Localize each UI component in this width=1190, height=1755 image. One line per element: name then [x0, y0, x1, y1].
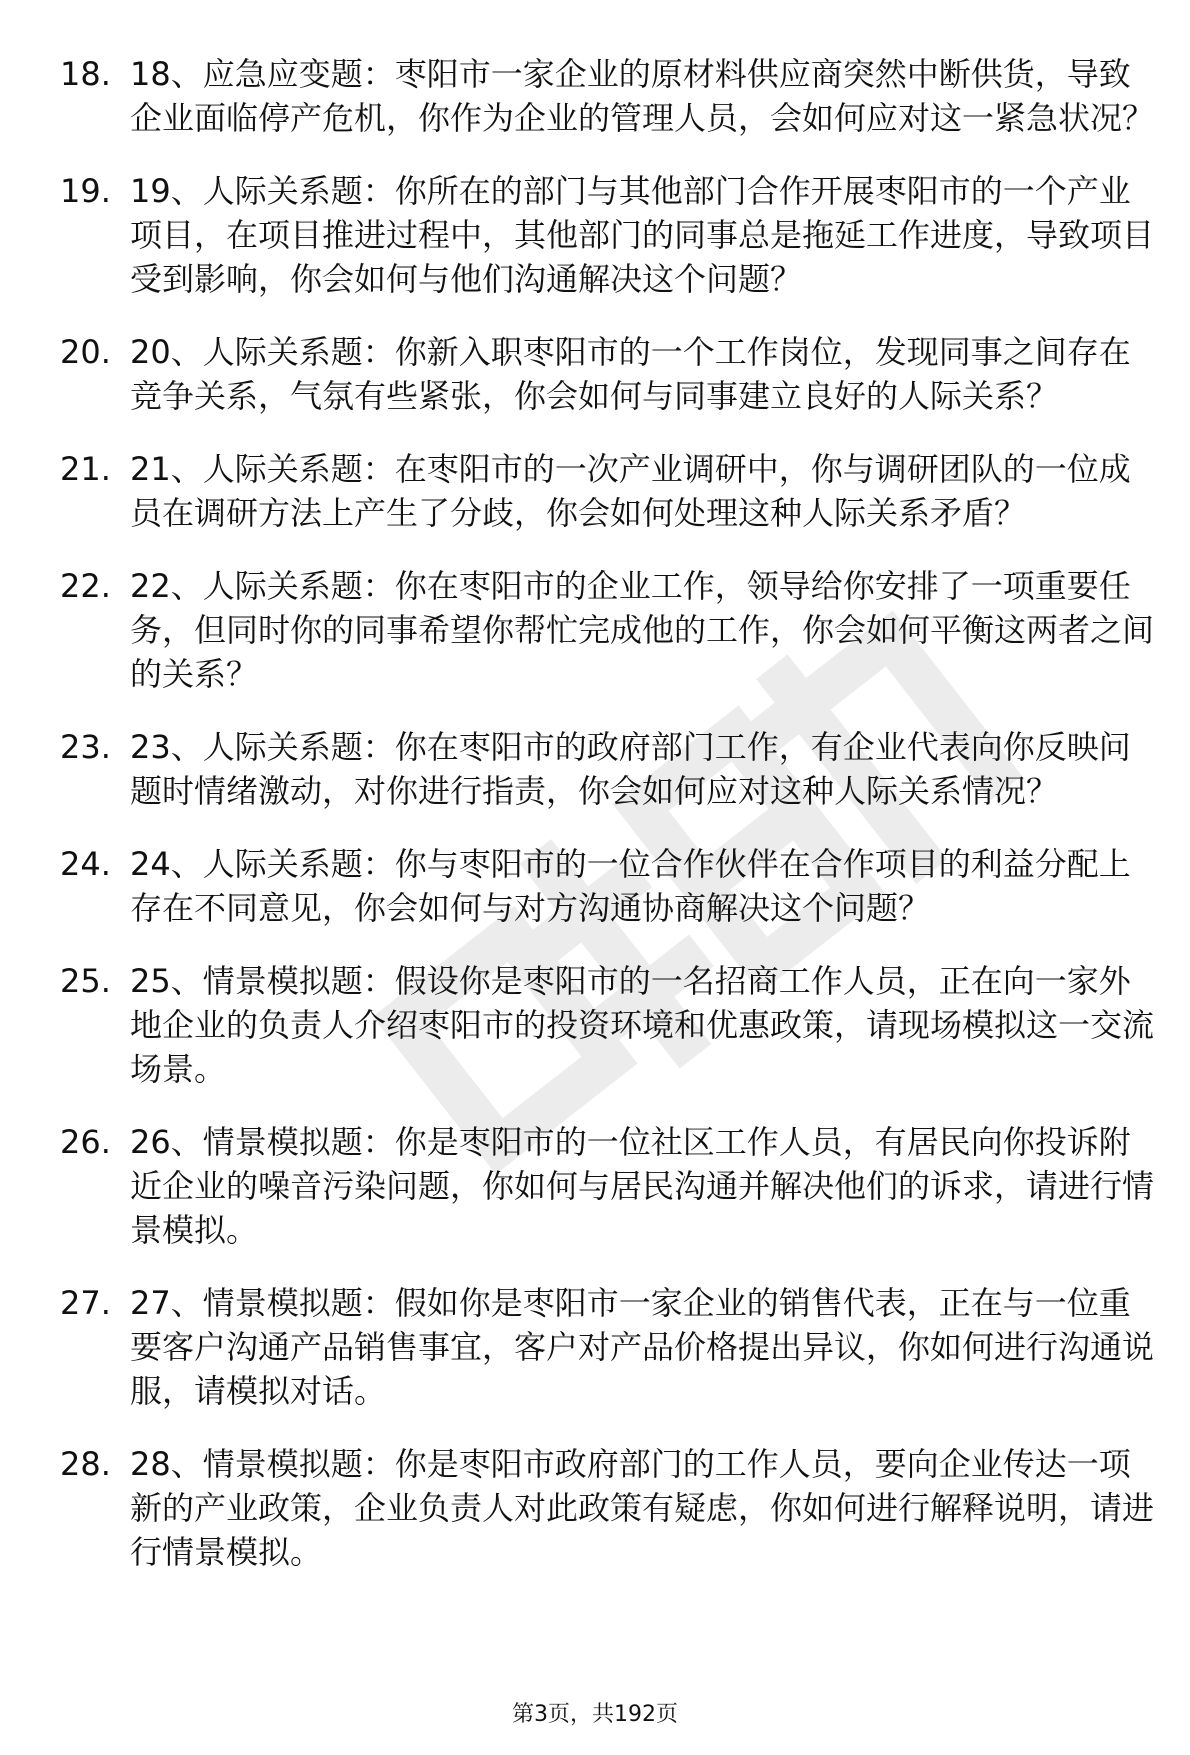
- list-item: [0, 725, 1190, 813]
- question-number: 24.: [60, 845, 111, 883]
- question-text: 21、人际关系题：在枣阳市的一次产业调研中，你与调研团队的一位成员在调研方法上产生了分歧，你会如何处理这种人际关系矛盾？: [130, 450, 1131, 532]
- question-text: 26、情景模拟题：你是枣阳市的一位社区工作人员，有居民向你投诉附近企业的噪音污染问题，你如何与居民沟通并解决他们的诉求，请进行情景模拟。: [130, 1123, 1155, 1249]
- question-number: 26.: [60, 1123, 111, 1161]
- list-item: [0, 1281, 1190, 1413]
- list-item: [0, 564, 1190, 696]
- question-number: 28.: [60, 1445, 111, 1483]
- question-text: 27、情景模拟题：假如你是枣阳市一家企业的销售代表，正在与一位重要客户沟通产品销售事宜，客户对产品价格提出异议，你如何进行沟通说服，请模拟对话。: [130, 1284, 1155, 1410]
- question-number: 23.: [60, 728, 111, 766]
- question-text: 22、人际关系题：你在枣阳市的企业工作，领导给你安排了一项重要任务，但同时你的同事希望你帮忙完成他的工作，你会如何平衡这两者之间的关系？: [130, 567, 1155, 693]
- question-number: 27.: [60, 1284, 111, 1322]
- list-item: [0, 959, 1190, 1091]
- question-text: 20、人际关系题：你新入职枣阳市的一个工作岗位，发现同事之间存在竞争关系，气氛有些紧张，你会如何与同事建立良好的人际关系？: [130, 333, 1131, 415]
- question-number: 22.: [60, 567, 111, 605]
- question-number: 20.: [60, 333, 111, 371]
- question-number: 19.: [60, 172, 111, 210]
- list-item: [0, 842, 1190, 930]
- page-footer: 第3页，共192页: [512, 1702, 678, 1727]
- question-text: 24、人际关系题：你与枣阳市的一位合作伙伴在合作项目的利益分配上存在不同意见，你会如何与对方沟通协商解决这个问题？: [130, 845, 1131, 927]
- list-item: [0, 1120, 1190, 1252]
- question-text: 23、人际关系题：你在枣阳市的政府部门工作，有企业代表向你反映问题时情绪激动，对你进行指责，你会如何应对这种人际关系情况？: [130, 728, 1131, 810]
- list-item: [0, 1442, 1190, 1574]
- list-item: [0, 447, 1190, 535]
- question-text: 19、人际关系题：你所在的部门与其他部门合作开展枣阳市的一个产业项目，在项目推进过程中，其他部门的同事总是拖延工作进度，导致项目受到影响，你会如何与他们沟通解决这个问题？: [130, 172, 1155, 298]
- question-number: 25.: [60, 962, 111, 1000]
- question-list: [0, 52, 1190, 1603]
- question-text: 25、情景模拟题：假设你是枣阳市的一名招商工作人员，正在向一家外地企业的负责人介绍枣阳市的投资环境和优惠政策，请现场模拟这一交流场景。: [130, 962, 1155, 1088]
- question-text: 28、情景模拟题：你是枣阳市政府部门的工作人员，要向企业传达一项新的产业政策，企业负责人对此政策有疑虑，你如何进行解释说明，请进行情景模拟。: [130, 1445, 1155, 1571]
- question-number: 21.: [60, 450, 111, 488]
- list-item: [0, 330, 1190, 418]
- question-number: 18.: [60, 55, 111, 93]
- list-item: [0, 52, 1190, 140]
- list-item: [0, 169, 1190, 301]
- question-text: 18、应急应变题：枣阳市一家企业的原材料供应商突然中断供货，导致企业面临停产危机，你作为企业的管理人员，会如何应对这一紧急状况？: [130, 55, 1155, 137]
